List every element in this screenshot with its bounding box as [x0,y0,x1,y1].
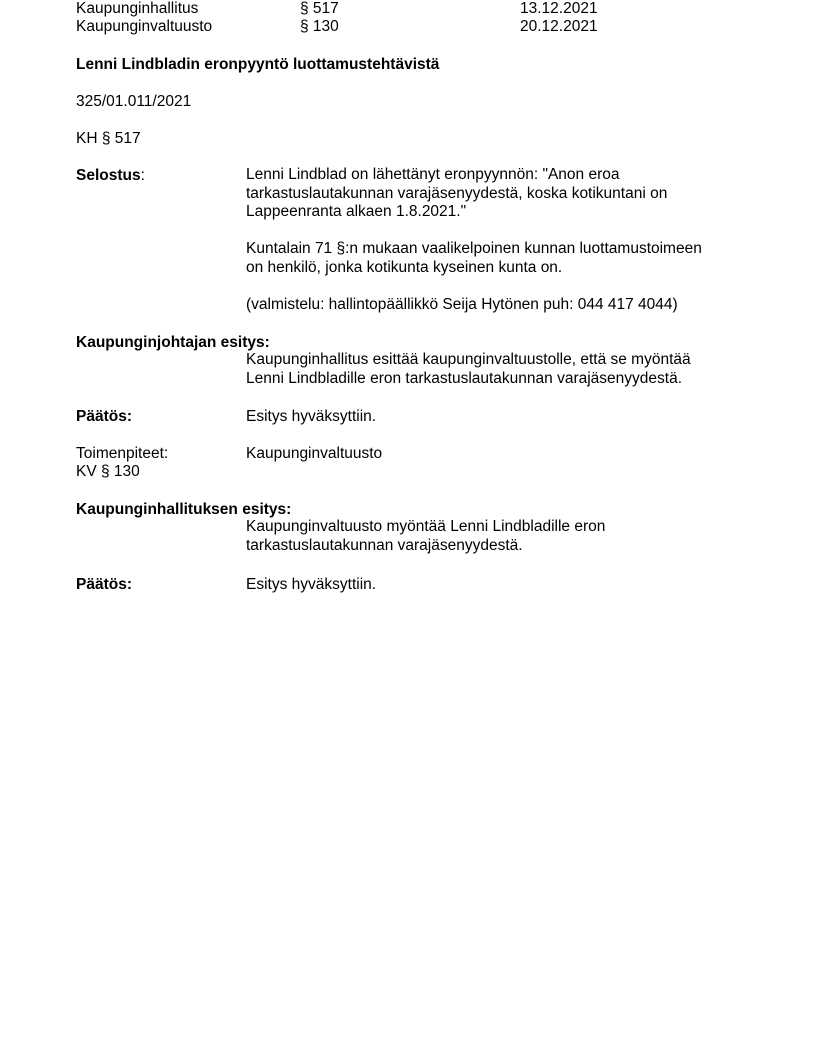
header-body-2: Kaupunginvaltuusto [76,18,213,35]
header-section-1: § 517 [300,0,339,17]
header-date-1: 13.12.2021 [520,0,598,17]
selostus-paragraph-2 [246,240,702,277]
kh-esitys-line-2: tarkastuslautakunnan varajäsenyydestä. [246,536,523,554]
record-number: 325/01.011/2021 [76,93,192,110]
paatos-2-text: Esitys hyväksyttiin. [246,576,377,593]
kj-esitys-line-1: Kaupunginhallitus esittää kaupunginvaltuustolle, että se myöntää [246,351,691,368]
selostus-colon: : [140,167,145,184]
selostus-paragraph-1 [246,166,667,222]
selostus-p1-line-1: Lenni Lindblad on lähettänyt eronpyynnön: "Anon eroa [246,166,620,183]
selostus-preparer: (valmistelu: hallintopäällikkö Seija Hytönen puh: 044 417 4044) [246,296,678,313]
header-section-2: § 130 [300,18,339,35]
selostus-label: Selostus [76,167,141,184]
kj-esitys-line-2: Lenni Lindbladille eron tarkastuslautakunnan varajäsenyydestä. [246,369,683,387]
selostus-p1-line-2: tarkastuslautakunnan varajäsenyydestä, koska kotikuntani on [246,184,668,202]
kj-esitys-text [246,351,691,388]
kh-reference: KH § 517 [76,130,141,147]
paatos-1-label: Päätös: [76,408,132,425]
selostus-p2-line-2: on henkilö, jonka kotikunta kyseinen kunta on. [246,258,563,276]
paatos-2-label: Päätös: [76,576,132,593]
selostus-p1-line-3: Lappeenranta alkaen 1.8.2021." [246,203,467,220]
header-date-2: 20.12.2021 [520,18,598,35]
kj-esitys-label: Kaupunginjohtajan esitys: [76,334,270,351]
kh-esitys-line-1: Kaupunginvaltuusto myöntää Lenni Lindbladille eron [246,518,606,535]
kv-reference: KV § 130 [76,463,140,480]
toimenpiteet-value: Kaupunginvaltuusto [246,445,383,462]
kh-esitys-text [246,518,605,555]
header-body-1: Kaupunginhallitus [76,0,199,17]
paatos-1-text: Esitys hyväksyttiin. [246,408,377,425]
kh-esitys-label: Kaupunginhallituksen esitys: [76,501,292,518]
selostus-heading [76,166,145,185]
document-title: Lenni Lindbladin eronpyyntö luottamustehtävistä [76,56,440,73]
toimenpiteet-label: Toimenpiteet: [76,445,169,462]
selostus-p2-line-1: Kuntalain 71 §:n mukaan vaalikelpoinen kunnan luottamustoimeen [246,240,702,257]
